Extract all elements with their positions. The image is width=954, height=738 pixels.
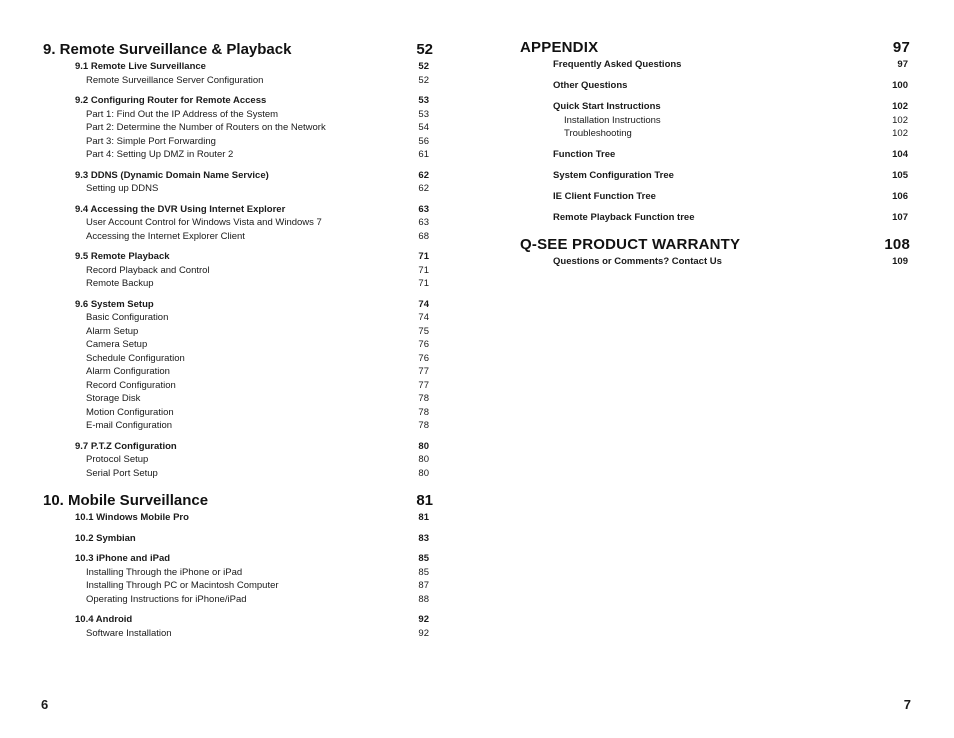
- toc-item-entry[interactable]: [43, 392, 433, 406]
- chapter-page-number: 108: [884, 235, 910, 253]
- toc-item-entry[interactable]: [43, 135, 433, 149]
- item-page-number: 71: [418, 278, 429, 289]
- item-page-number: 78: [418, 420, 429, 431]
- toc-section-entry[interactable]: [43, 203, 433, 217]
- toc-right: [520, 38, 910, 268]
- item-title: Operating Instructions for iPhone/iPad: [86, 593, 247, 605]
- toc-item-entry[interactable]: [43, 593, 433, 607]
- toc-item-entry[interactable]: [43, 311, 433, 325]
- section-page-number: 102: [892, 101, 908, 112]
- toc-item-entry[interactable]: [520, 114, 910, 128]
- toc-section-entry[interactable]: [520, 255, 910, 269]
- toc-section-group: [43, 532, 433, 546]
- toc-section-group: [43, 203, 433, 244]
- section-title: 9.7 P.T.Z Configuration: [75, 440, 177, 452]
- toc-section-group: [520, 148, 910, 162]
- toc-section-entry[interactable]: [43, 250, 433, 264]
- page-number-right: 7: [903, 697, 911, 712]
- toc-chapter-heading[interactable]: [43, 491, 433, 510]
- section-title: Remote Playback Function tree: [553, 212, 695, 223]
- item-title: Record Configuration: [86, 379, 176, 391]
- toc-section-entry[interactable]: [520, 100, 910, 114]
- item-title: Installing Through PC or Macintosh Computer: [86, 580, 279, 591]
- section-page-number: 109: [892, 255, 908, 267]
- section-page-number: 97: [897, 59, 908, 70]
- item-title: Alarm Setup: [86, 325, 139, 337]
- toc-section-list: [520, 255, 910, 269]
- item-title: Schedule Configuration: [86, 352, 185, 364]
- section-page-number: 52: [418, 61, 429, 72]
- item-page-number: 76: [418, 352, 429, 364]
- section-title: 10.1 Windows Mobile Pro: [75, 512, 189, 523]
- item-title: User Account Control for Windows Vista and Windows 7: [86, 217, 322, 228]
- right-page: [477, 0, 954, 738]
- toc-section-group: [43, 511, 433, 525]
- toc-section-group: [43, 60, 433, 87]
- section-page-number: 71: [418, 251, 429, 262]
- section-title: Questions or Comments? Contact Us: [553, 255, 722, 267]
- toc-section-group: [43, 552, 433, 606]
- item-title: Installation Instructions: [564, 114, 661, 126]
- section-page-number: 105: [892, 170, 908, 181]
- toc-section-entry[interactable]: [43, 440, 433, 454]
- section-page-number: 62: [418, 169, 429, 181]
- toc-item-entry[interactable]: [43, 108, 433, 122]
- section-title: 10.4 Android: [75, 614, 133, 625]
- item-page-number: 77: [418, 366, 429, 377]
- section-title: 10.2 Symbian: [75, 532, 136, 544]
- toc-section-entry[interactable]: [520, 79, 910, 93]
- toc-section-list: [520, 58, 910, 225]
- section-title: 10.3 iPhone and iPad: [75, 553, 171, 564]
- toc-item-entry[interactable]: [43, 453, 433, 467]
- item-title: Camera Setup: [86, 339, 148, 350]
- item-page-number: 76: [418, 339, 429, 350]
- item-page-number: 68: [418, 230, 429, 242]
- item-title: Part 1: Find Out the IP Address of the System: [86, 108, 279, 120]
- toc-item-entry[interactable]: [43, 566, 433, 580]
- toc-section-group: [520, 79, 910, 93]
- toc-chapter-heading[interactable]: [520, 235, 910, 254]
- section-page-number: 104: [892, 149, 908, 160]
- toc-item-entry[interactable]: [520, 127, 910, 141]
- toc-section-group: [520, 100, 910, 141]
- item-title: Remote Backup: [86, 278, 154, 289]
- item-title: Installing Through the iPhone or iPad: [86, 566, 243, 578]
- section-title: 9.3 DDNS (Dynamic Domain Name Service): [75, 169, 269, 181]
- item-page-number: 78: [418, 393, 429, 404]
- toc-section-group: [520, 169, 910, 183]
- toc-section-group: [520, 58, 910, 72]
- item-page-number: 71: [418, 264, 429, 276]
- toc-item-entry[interactable]: [43, 216, 433, 230]
- item-title: Setting up DDNS: [86, 183, 159, 194]
- toc-item-entry[interactable]: [43, 264, 433, 278]
- toc-item-entry[interactable]: [43, 338, 433, 352]
- section-title: Frequently Asked Questions: [553, 59, 682, 70]
- toc-item-entry[interactable]: [43, 74, 433, 88]
- section-page-number: 53: [418, 95, 429, 106]
- chapter-title: Q-SEE PRODUCT WARRANTY: [520, 235, 741, 253]
- toc-section-entry[interactable]: [43, 532, 433, 546]
- item-page-number: 75: [418, 325, 429, 337]
- toc-item-entry[interactable]: [43, 352, 433, 366]
- toc-chapter-heading[interactable]: [43, 40, 433, 59]
- toc-section-entry[interactable]: [43, 60, 433, 74]
- item-title: Alarm Configuration: [86, 366, 170, 377]
- item-page-number: 77: [418, 379, 429, 391]
- toc-section-entry[interactable]: [43, 169, 433, 183]
- item-page-number: 61: [418, 149, 429, 160]
- chapter-page-number: 97: [892, 39, 910, 56]
- chapter-title: 9. Remote Surveillance & Playback: [43, 41, 292, 58]
- toc-item-entry[interactable]: [43, 467, 433, 481]
- item-page-number: 80: [418, 467, 429, 479]
- item-title: Part 4: Setting Up DMZ in Router 2: [86, 149, 234, 160]
- item-page-number: 78: [418, 406, 429, 418]
- toc-section-entry[interactable]: [520, 211, 910, 225]
- item-title: Serial Port Setup: [86, 467, 158, 479]
- toc-section-list: [43, 60, 433, 480]
- item-page-number: 80: [418, 454, 429, 465]
- page-number-left: 6: [41, 697, 49, 712]
- toc-item-entry[interactable]: [43, 230, 433, 244]
- item-title: Part 3: Simple Port Forwarding: [86, 135, 216, 147]
- item-page-number: 88: [418, 593, 429, 605]
- toc-section-entry[interactable]: [520, 169, 910, 183]
- item-title: Software Installation: [86, 627, 172, 639]
- item-title: Remote Surveillance Server Configuration: [86, 74, 264, 86]
- section-title: 9.6 System Setup: [75, 298, 154, 310]
- toc-section-entry[interactable]: [43, 552, 433, 566]
- toc-section-entry[interactable]: [43, 511, 433, 525]
- toc-item-entry[interactable]: [43, 325, 433, 339]
- toc-item-entry[interactable]: [43, 627, 433, 641]
- item-title: Troubleshooting: [564, 128, 632, 139]
- section-title: 9.4 Accessing the DVR Using Internet Explorer: [75, 203, 286, 215]
- toc-section-group: [43, 250, 433, 291]
- toc-section-list: [43, 511, 433, 640]
- chapter-page-number: 81: [416, 492, 433, 509]
- item-title: E-mail Configuration: [86, 420, 173, 431]
- item-title: Accessing the Internet Explorer Client: [86, 230, 245, 242]
- toc-section-entry[interactable]: [520, 58, 910, 72]
- toc-section-entry[interactable]: [43, 298, 433, 312]
- section-title: 9.1 Remote Live Surveillance: [75, 61, 206, 72]
- item-page-number: 85: [418, 566, 429, 578]
- toc-item-entry[interactable]: [43, 419, 433, 433]
- toc-section-entry[interactable]: [43, 94, 433, 108]
- item-page-number: 102: [892, 128, 908, 139]
- item-page-number: 62: [418, 183, 429, 194]
- toc-item-entry[interactable]: [43, 148, 433, 162]
- section-title: IE Client Function Tree: [553, 191, 656, 202]
- toc-section-entry[interactable]: [520, 148, 910, 162]
- toc-section-entry[interactable]: [43, 613, 433, 627]
- section-page-number: 92: [418, 614, 429, 625]
- section-title: 9.5 Remote Playback: [75, 251, 170, 262]
- item-page-number: 63: [418, 217, 429, 228]
- toc-chapter-heading[interactable]: [520, 38, 910, 57]
- toc-item-entry[interactable]: [43, 182, 433, 196]
- chapter-title: 10. Mobile Surveillance: [43, 492, 209, 509]
- toc-item-entry[interactable]: [43, 365, 433, 379]
- item-page-number: 53: [418, 108, 429, 120]
- item-title: Storage Disk: [86, 393, 141, 404]
- toc-section-group: [43, 613, 433, 640]
- toc-section-group: [43, 440, 433, 481]
- chapter-page-number: 52: [416, 41, 433, 58]
- section-page-number: 63: [418, 203, 429, 215]
- section-page-number: 100: [892, 80, 908, 91]
- toc-item-entry[interactable]: [43, 579, 433, 593]
- section-page-number: 81: [418, 512, 429, 523]
- item-page-number: 102: [892, 114, 908, 126]
- section-page-number: 83: [418, 532, 429, 544]
- item-page-number: 87: [418, 580, 429, 591]
- item-page-number: 56: [418, 135, 429, 147]
- section-page-number: 85: [418, 553, 429, 564]
- item-title: Basic Configuration: [86, 312, 169, 323]
- section-page-number: 74: [418, 298, 429, 310]
- toc-section-group: [43, 169, 433, 196]
- section-title: Quick Start Instructions: [553, 101, 661, 112]
- item-title: Record Playback and Control: [86, 264, 210, 276]
- toc-section-group: [43, 298, 433, 433]
- item-title: Protocol Setup: [86, 454, 149, 465]
- toc-item-entry[interactable]: [43, 406, 433, 420]
- item-page-number: 92: [418, 627, 429, 639]
- item-page-number: 52: [418, 74, 429, 86]
- section-title: System Configuration Tree: [553, 170, 674, 181]
- item-title: Part 2: Determine the Number of Routers on the Network: [86, 122, 326, 133]
- section-page-number: 106: [892, 191, 908, 202]
- toc-item-entry[interactable]: [43, 379, 433, 393]
- section-title: Function Tree: [553, 149, 616, 160]
- chapter-title: APPENDIX: [520, 39, 599, 56]
- item-title: Motion Configuration: [86, 406, 174, 418]
- toc-left: [43, 40, 433, 640]
- toc-section-group: [520, 190, 910, 204]
- section-title: Other Questions: [553, 80, 628, 91]
- toc-section-entry[interactable]: [520, 190, 910, 204]
- section-page-number: 80: [418, 440, 429, 452]
- toc-section-group: [43, 94, 433, 162]
- item-page-number: 54: [418, 122, 429, 133]
- toc-section-group: [520, 255, 910, 269]
- toc-section-group: [520, 211, 910, 225]
- section-page-number: 107: [892, 212, 908, 223]
- section-title: 9.2 Configuring Router for Remote Access: [75, 95, 267, 106]
- item-page-number: 74: [418, 312, 429, 323]
- toc-item-entry[interactable]: [43, 121, 433, 135]
- toc-item-entry[interactable]: [43, 277, 433, 291]
